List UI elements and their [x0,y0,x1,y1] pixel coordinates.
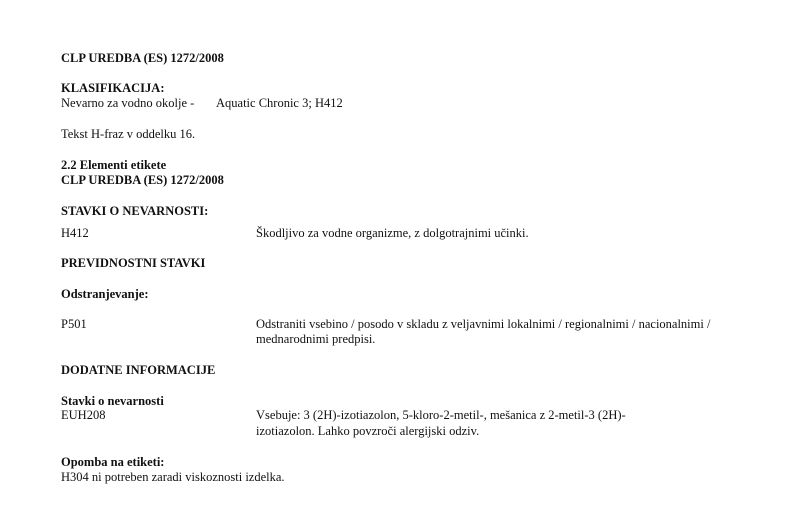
precautionary-code: P501 [61,317,87,331]
h-phrases-note: Tekst H-fraz v oddelku 16. [61,127,196,141]
disposal-heading: Odstranjevanje: [61,287,149,301]
euh-text-line1: Vsebuje: 3 (2H)-izotiazolon, 5-kloro-2-metil-, mešanica z 2-metil-3 (2H)- [256,408,626,422]
label-note-text: H304 ni potreben zaradi viskoznosti izdelka. [61,470,285,484]
precautionary-heading: PREVIDNOSTNI STAVKI [61,256,206,270]
precautionary-text-line1: Odstraniti vsebino / posodo v skladu z veljavnimi lokalnimi / regionalnimi / nacionalnimi / [256,317,711,331]
euh-code: EUH208 [61,408,106,422]
classification-heading: KLASIFIKACIJA: [61,81,165,95]
euh-text-line2: izotiazolon. Lahko povzroči alergijski odziv. [256,424,480,438]
label-note-heading: Opomba na etiketi: [61,455,165,469]
label-elements-heading: 2.2 Elementi etikete [61,158,167,172]
additional-hazard-heading: Stavki o nevarnosti [61,394,164,408]
hazard-statement-code: H412 [61,226,89,240]
classification-hazard-label: Nevarno za vodno okolje - [61,96,195,110]
additional-info-heading: DODATNE INFORMACIJE [61,363,216,377]
label-elements-regulation: CLP UREDBA (ES) 1272/2008 [61,173,224,187]
hazard-statement-text: Škodljivo za vodne organizme, z dolgotrajnimi učinki. [256,226,529,240]
clp-regulation-heading: CLP UREDBA (ES) 1272/2008 [61,51,224,65]
hazard-statements-heading: STAVKI O NEVARNOSTI: [61,204,209,218]
precautionary-text-line2: mednarodnimi predpisi. [256,332,376,346]
classification-hazard-class: Aquatic Chronic 3; H412 [216,96,343,110]
